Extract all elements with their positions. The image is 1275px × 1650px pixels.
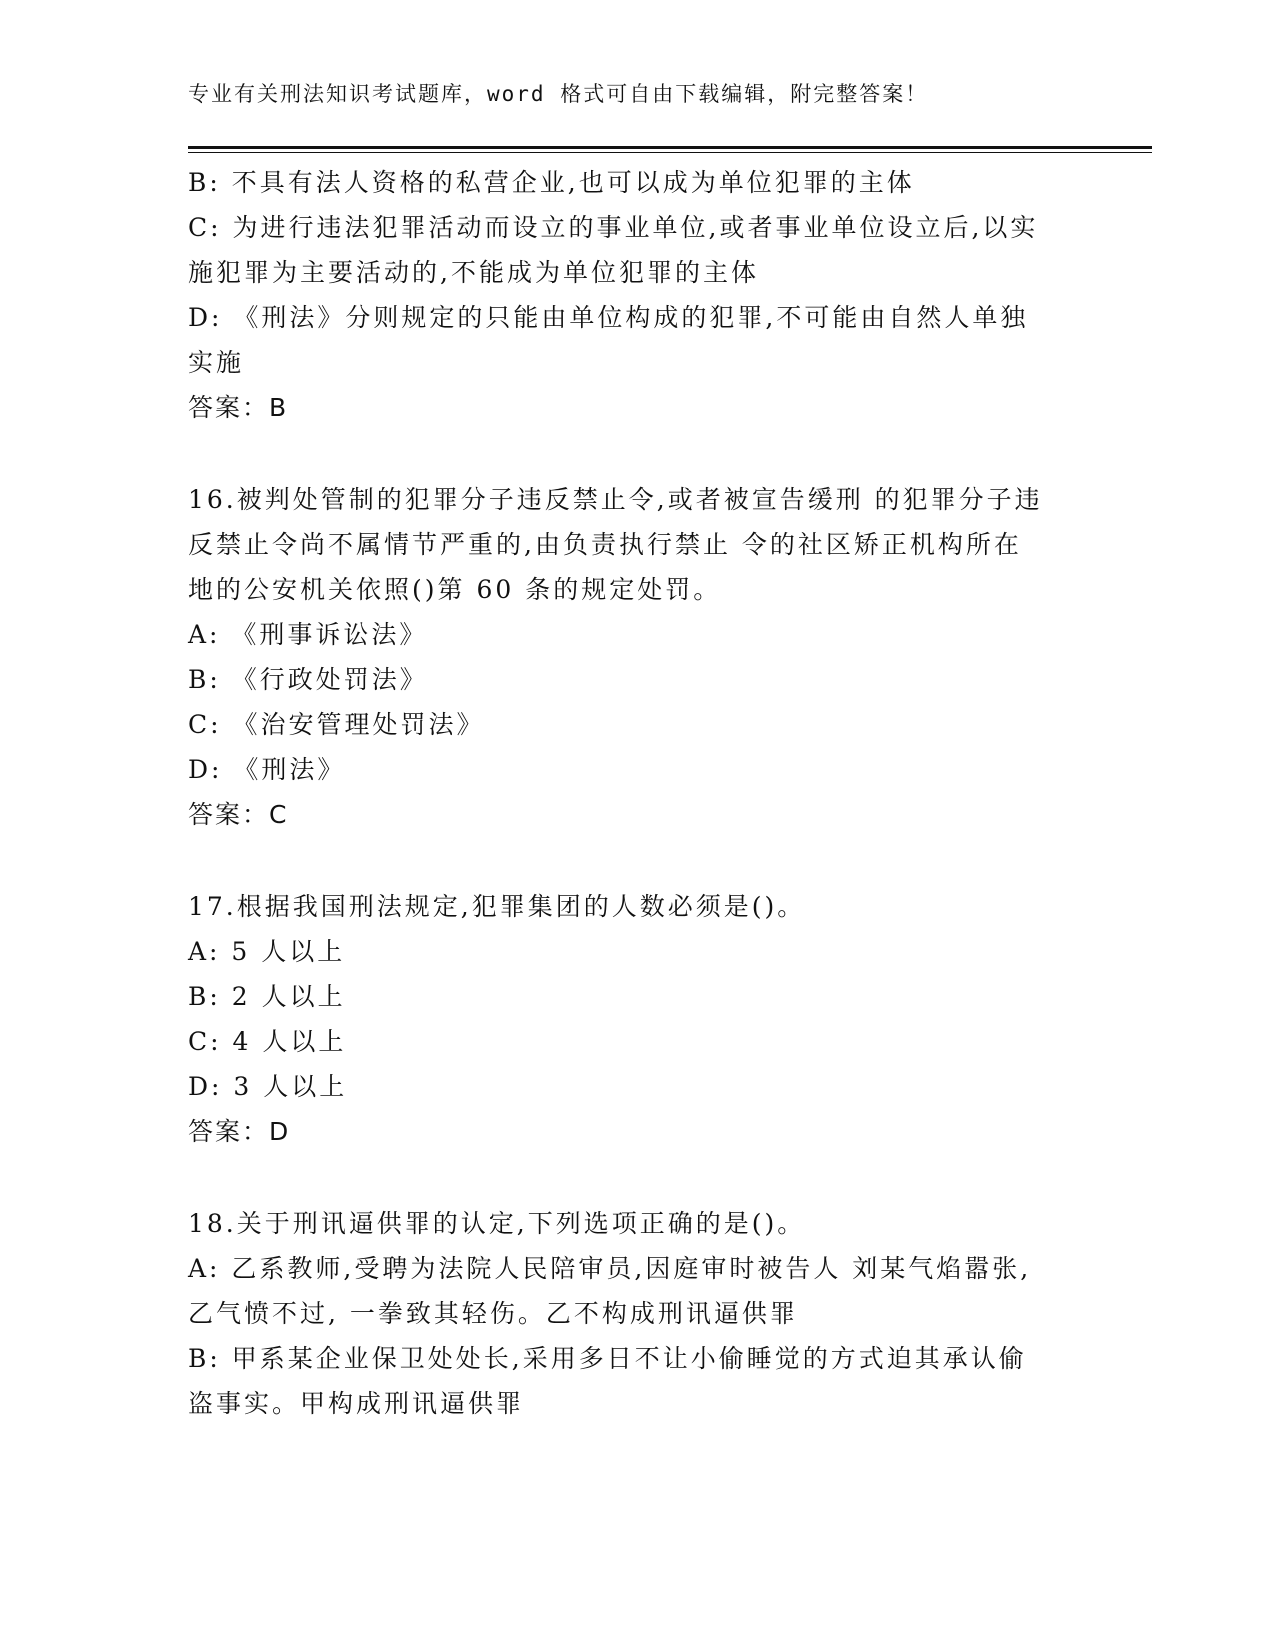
text-line: A: 《刑事诉讼法》 xyxy=(188,620,428,649)
text-line: 18.关于刑讯逼供罪的认定,下列选项正确的是()。 xyxy=(188,1209,806,1238)
text-line: 实施 xyxy=(188,348,245,377)
document-body xyxy=(188,160,1088,1426)
text-line: C: 4 人以上 xyxy=(188,1027,347,1056)
text-line: D: 《刑法》分则规定的只能由单位构成的犯罪,不可能由自然人单独 xyxy=(188,303,1029,332)
answer-line: 答案：D xyxy=(188,1117,291,1146)
text-line: C: 《治安管理处罚法》 xyxy=(188,710,485,739)
text-line: B: 2 人以上 xyxy=(188,982,346,1011)
text-line: 乙气愤不过, 一拳致其轻伤。乙不构成刑讯逼供罪 xyxy=(188,1299,798,1328)
text-line: D: 3 人以上 xyxy=(188,1072,348,1101)
header-rule-thin xyxy=(188,152,1152,153)
text-line: 地的公安机关依照()第 60 条的规定处罚。 xyxy=(188,575,722,604)
text-line: 盗事实。甲构成刑讯逼供罪 xyxy=(188,1389,525,1418)
document-header: 专业有关刑法知识考试题库，word 格式可自由下载编辑，附完整答案！ xyxy=(188,82,929,106)
text-line: C: 为进行违法犯罪活动而设立的事业单位,或者事业单位设立后,以实 xyxy=(188,213,1039,242)
text-line: B: 《行政处罚法》 xyxy=(188,665,428,694)
question-spacer xyxy=(188,1154,1088,1201)
text-line: 反禁止令尚不属情节严重的,由负责执行禁止 令的社区矫正机构所在 xyxy=(188,530,1022,559)
text-line: B: 甲系某企业保卫处处长,采用多日不让小偷睡觉的方式迫其承认偷 xyxy=(188,1344,1027,1373)
text-line: 施犯罪为主要活动的,不能成为单位犯罪的主体 xyxy=(188,258,759,287)
text-line: B: 不具有法人资格的私营企业,也可以成为单位犯罪的主体 xyxy=(188,168,915,197)
text-line: A: 5 人以上 xyxy=(188,937,346,966)
text-line: A: 乙系教师,受聘为法院人民陪审员,因庭审时被告人 刘某气焰嚣张, xyxy=(188,1254,1032,1283)
header-rule-thick xyxy=(188,146,1152,149)
text-line: 16.被判处管制的犯罪分子违反禁止令,或者被宣告缓刑 的犯罪分子违 xyxy=(188,485,1043,514)
answer-line: 答案：C xyxy=(188,800,289,829)
question-spacer xyxy=(188,837,1088,884)
answer-line: 答案：B xyxy=(188,393,289,422)
text-line: D: 《刑法》 xyxy=(188,755,346,784)
text-line: 17.根据我国刑法规定,犯罪集团的人数必须是()。 xyxy=(188,892,806,921)
question-spacer xyxy=(188,430,1088,477)
